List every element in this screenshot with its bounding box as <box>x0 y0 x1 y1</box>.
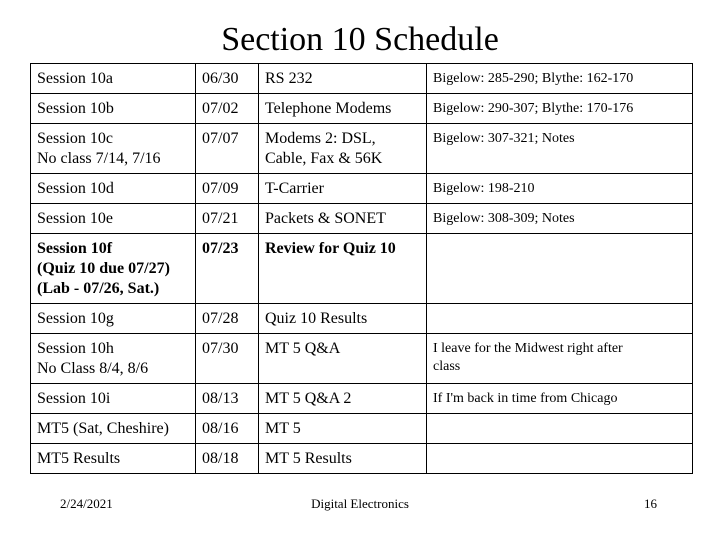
notes-cell <box>427 124 693 174</box>
notes-cell-line: Bigelow: 285-290; Blythe: 162-170 <box>433 71 634 86</box>
notes-cell-line: Bigelow: 198-210 <box>433 181 535 196</box>
table-row <box>31 234 693 304</box>
session-cell-line: (Lab - 07/26, Sat.) <box>37 280 160 297</box>
topic-cell <box>259 384 427 414</box>
session-cell-line: Session 10f <box>37 240 113 257</box>
notes-cell-line: Bigelow: 290-307; Blythe: 170-176 <box>433 101 634 116</box>
session-cell <box>31 204 196 234</box>
notes-cell <box>427 334 693 384</box>
notes-cell <box>427 204 693 234</box>
topic-cell-line: MT 5 Q&A <box>265 340 341 357</box>
notes-cell-line: If I'm back in time from Chicago <box>433 391 618 406</box>
session-cell <box>31 334 196 384</box>
session-cell-line: Session 10i <box>37 390 111 407</box>
session-cell-line: Session 10a <box>37 70 113 87</box>
table-row <box>31 174 693 204</box>
session-cell-line: Session 10c <box>37 130 113 147</box>
notes-cell <box>427 94 693 124</box>
session-cell <box>31 64 196 94</box>
table-row <box>31 64 693 94</box>
topic-cell-line: Telephone Modems <box>265 100 392 117</box>
topic-cell <box>259 64 427 94</box>
topic-cell <box>259 414 427 444</box>
session-cell-line: MT5 Results <box>37 450 121 467</box>
topic-cell <box>259 124 427 174</box>
session-cell <box>31 124 196 174</box>
footer-course: Digital Electronics <box>311 496 409 511</box>
page-title: Section 10 Schedule <box>221 21 499 58</box>
session-cell <box>31 234 196 304</box>
topic-cell-line: Quiz 10 Results <box>265 310 368 327</box>
session-cell-line: No class 7/14, 7/16 <box>37 150 161 167</box>
date-cell: 08/16 <box>196 414 259 444</box>
notes-cell <box>427 64 693 94</box>
topic-cell-line: Packets & SONET <box>265 210 386 227</box>
topic-cell-line: MT 5 Q&A 2 <box>265 390 352 407</box>
topic-cell <box>259 204 427 234</box>
date-cell: 08/18 <box>196 444 259 474</box>
footer-date: 2/24/2021 <box>60 496 113 511</box>
session-cell <box>31 174 196 204</box>
session-cell-line: No Class 8/4, 8/6 <box>37 360 149 377</box>
notes-cell-line: class <box>433 359 461 374</box>
session-cell <box>31 384 196 414</box>
notes-cell <box>427 444 693 474</box>
session-cell <box>31 304 196 334</box>
table-row <box>31 384 693 414</box>
topic-cell <box>259 234 427 304</box>
topic-cell-line: MT 5 <box>265 420 301 437</box>
topic-cell-line: T-Carrier <box>265 180 324 197</box>
table-row <box>31 94 693 124</box>
table-row <box>31 304 693 334</box>
date-cell: 07/28 <box>196 304 259 334</box>
schedule-body <box>31 64 693 474</box>
date-cell: 07/09 <box>196 174 259 204</box>
topic-cell-line: MT 5 Results <box>265 450 352 467</box>
topic-cell <box>259 94 427 124</box>
session-cell <box>31 414 196 444</box>
session-cell-line: Session 10h <box>37 340 114 357</box>
table-row <box>31 124 693 174</box>
table-row <box>31 414 693 444</box>
notes-cell-line: Bigelow: 308-309; Notes <box>433 211 575 226</box>
schedule-table <box>30 63 693 474</box>
notes-cell-line: Bigelow: 307-321; Notes <box>433 131 575 146</box>
topic-cell <box>259 304 427 334</box>
date-cell: 08/13 <box>196 384 259 414</box>
topic-cell-line: Review for Quiz 10 <box>265 240 396 257</box>
session-cell-line: Session 10g <box>37 310 114 327</box>
footer-page-number: 16 <box>644 496 657 511</box>
table-row <box>31 334 693 384</box>
notes-cell <box>427 384 693 414</box>
topic-cell <box>259 444 427 474</box>
topic-cell-line: Cable, Fax & 56K <box>265 150 383 167</box>
date-cell: 07/23 <box>196 234 259 304</box>
session-cell-line: MT5 (Sat, Cheshire) <box>37 420 169 437</box>
notes-cell <box>427 414 693 444</box>
session-cell-line: Session 10d <box>37 180 114 197</box>
session-cell-line: Session 10e <box>37 210 113 227</box>
topic-cell <box>259 174 427 204</box>
date-cell: 07/07 <box>196 124 259 174</box>
notes-cell <box>427 304 693 334</box>
session-cell <box>31 444 196 474</box>
date-cell: 07/02 <box>196 94 259 124</box>
table-row <box>31 444 693 474</box>
topic-cell-line: RS 232 <box>265 70 313 87</box>
session-cell <box>31 94 196 124</box>
table-row <box>31 204 693 234</box>
notes-cell <box>427 234 693 304</box>
date-cell: 07/21 <box>196 204 259 234</box>
topic-cell-line: Modems 2: DSL, <box>265 130 376 147</box>
notes-cell <box>427 174 693 204</box>
topic-cell <box>259 334 427 384</box>
notes-cell-line: I leave for the Midwest right after <box>433 341 623 356</box>
date-cell: 06/30 <box>196 64 259 94</box>
session-cell-line: (Quiz 10 due 07/27) <box>37 260 170 277</box>
date-cell: 07/30 <box>196 334 259 384</box>
session-cell-line: Session 10b <box>37 100 114 117</box>
